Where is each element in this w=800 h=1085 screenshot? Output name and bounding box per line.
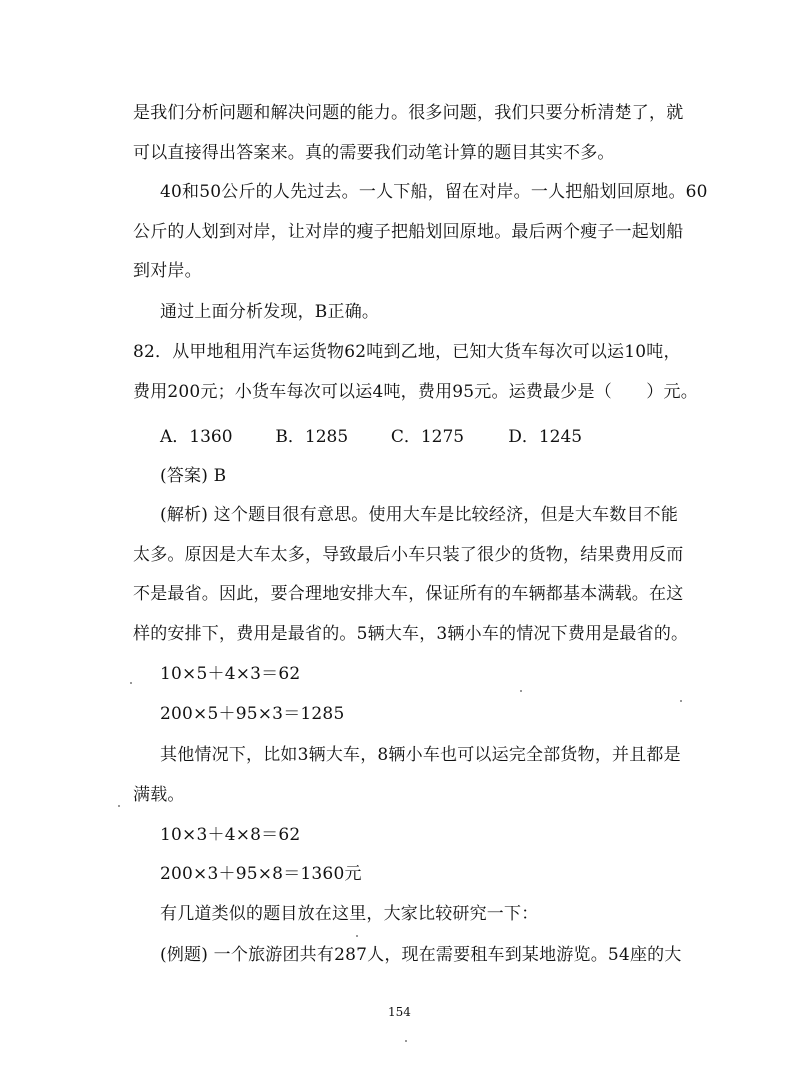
scan-speck	[356, 935, 358, 937]
paragraph-line: 是我们分析问题和解决问题的能力。很多问题，我们只要分析清楚了，就	[133, 103, 684, 123]
question-82-line: 82．从甲地租用汽车运货物62吨到乙地，已知大货车每次可以运10吨，	[133, 342, 681, 362]
paragraph-line: 其他情况下，比如3辆大车，8辆小车也可以运完全部货物，并且都是	[160, 745, 681, 765]
example-line: (例题) 一个旅游团共有287人，现在需要租车到某地游览。54座的大	[160, 945, 682, 965]
option-b: B．1285	[275, 427, 349, 447]
conclusion-line: 通过上面分析发现，B正确。	[160, 302, 380, 322]
option-a: A．1360	[160, 427, 233, 447]
equation: 10×3＋4×8＝62	[160, 825, 301, 845]
equation: 200×5＋95×3＝1285	[160, 704, 345, 724]
analysis-line: 样的安排下，费用是最省的。5辆大车，3辆小车的情况下费用是最省的。	[133, 624, 689, 644]
scan-speck	[405, 1040, 407, 1042]
equation: 10×5＋4×3＝62	[160, 664, 301, 684]
option-c: C．1275	[390, 427, 465, 447]
scan-speck	[680, 700, 682, 702]
answer-options	[160, 425, 618, 449]
analysis-line: 太多。原因是大车太多，导致最后小车只装了很少的货物，结果费用反而	[133, 545, 684, 565]
paragraph-line: 40和50公斤的人先过去。一人下船，留在对岸。一人把船划回原地。60	[160, 182, 708, 202]
answer-line: (答案) B	[160, 466, 227, 486]
equation: 200×3＋95×8＝1360元	[160, 864, 362, 884]
paragraph-line: 可以直接得出答案来。真的需要我们动笔计算的题目其实不多。	[133, 143, 615, 163]
analysis-line: 不是最省。因此，要合理地安排大车，保证所有的车辆都基本满载。在这	[133, 584, 684, 604]
paragraph-line: 有几道类似的题目放在这里，大家比较研究一下：	[160, 904, 539, 924]
option-d: D．1245	[508, 427, 583, 447]
scan-speck	[520, 690, 522, 692]
page-number: 154	[388, 1005, 411, 1019]
paragraph-line: 公斤的人划到对岸，让对岸的瘦子把船划回原地。最后两个瘦子一起划船	[133, 222, 684, 242]
paragraph-line: 到对岸。	[133, 261, 202, 281]
question-82-line: 费用200元；小货车每次可以运4吨，费用95元。运费最少是（ ）元。	[133, 382, 698, 402]
paragraph-line: 满载。	[133, 785, 185, 805]
scan-speck	[130, 682, 132, 684]
scan-speck	[118, 805, 120, 807]
analysis-line: (解析) 这个题目很有意思。使用大车是比较经济，但是大车数目不能	[160, 505, 679, 525]
